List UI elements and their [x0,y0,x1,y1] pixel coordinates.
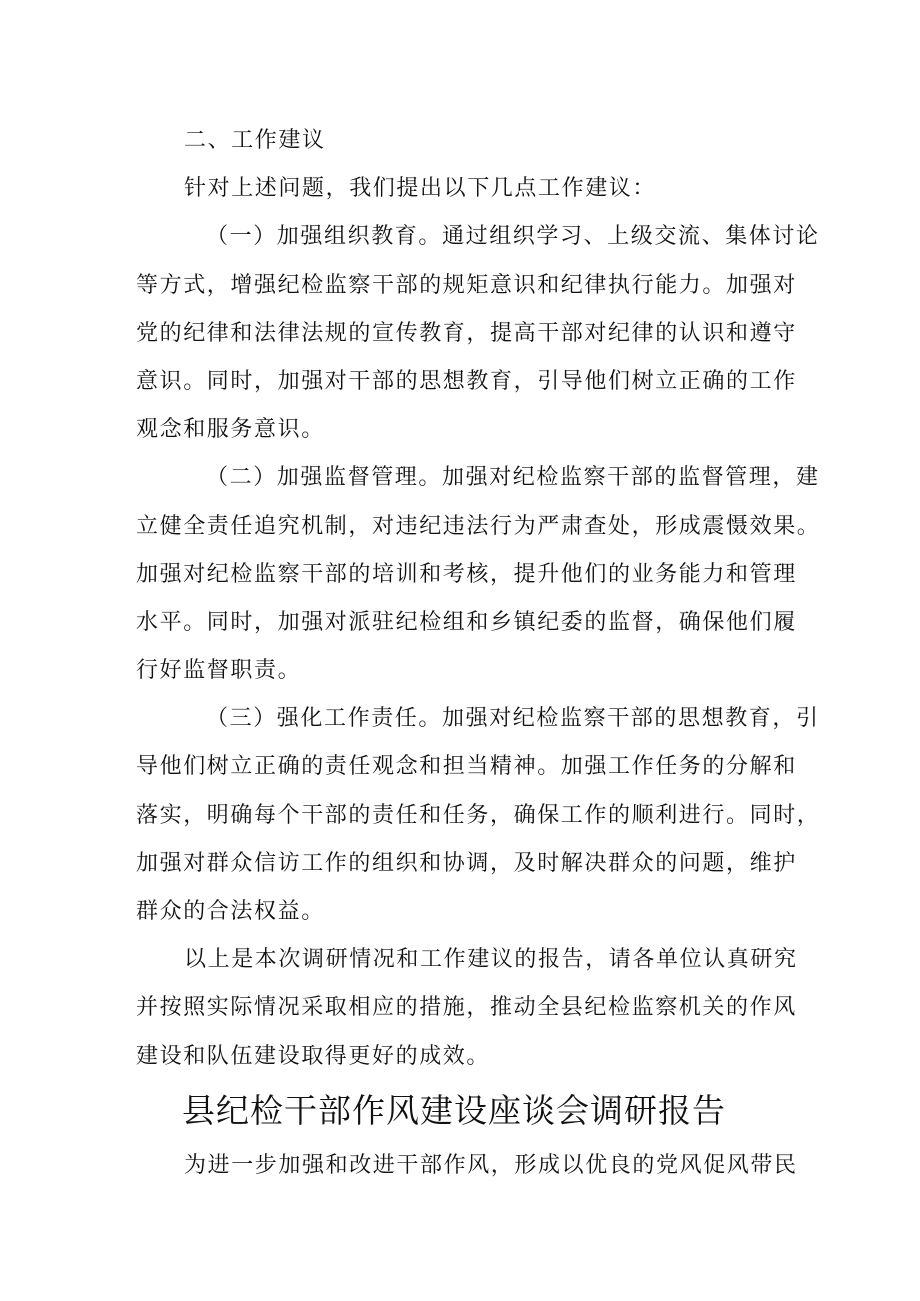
paragraph-line: （一）加强组织教育。通过组织学习、上级交流、集体讨论 [206,224,820,250]
paragraph-line: 观念和服务意识。 [136,417,325,443]
paragraph-line: 等方式，增强纪检监察干部的规矩意识和纪律执行能力。加强对 [136,272,797,298]
paragraph-line: 立健全责任追究机制，对违纪违法行为严肃查处，形成震慑效果。 [136,513,821,539]
document-body [136,117,821,1190]
paragraph-line: 党的纪律和法律法规的宣传教育，提高干部对纪律的认识和遵守 [136,320,797,346]
paragraph-line: （三）强化工作责任。加强对纪检监察干部的思想教育，引 [206,706,820,732]
paragraph-line: 为进一步加强和改进干部作风，形成以优良的党风促风带民 [184,1152,798,1178]
paragraph-line: 群众的合法权益。 [136,899,325,924]
paragraph-conclusion [136,936,798,1081]
paragraph-organization-education [136,213,820,454]
paragraph-new-report-intro [136,1142,798,1190]
paragraph-line: 建设和队伍建设取得更好的成效。 [136,1043,491,1069]
paragraph-line: 行好监督职责。 [136,658,302,684]
paragraph-line: 导他们树立正确的责任观念和担当精神。加强工作任务的分解和 [136,754,797,780]
intro-paragraph: 针对上述问题，我们提出以下几点工作建议： [184,176,657,202]
paragraph-line: 落实，明确每个干部的责任和任务，确保工作的顺利进行。同时， [136,802,821,828]
section-heading: 二、工作建议 [184,128,326,153]
paragraph-line: （二）加强监督管理。加强对纪检监察干部的监督管理，建 [206,465,820,491]
paragraph-line: 水平。同时，加强对派驻纪检组和乡镇纪委的监督，确保他们履 [136,609,797,635]
report-title: 县纪检干部作风建设座谈会调研报告 [182,1090,726,1130]
paragraph-supervision-management [136,454,821,695]
paragraph-line: 意识。同时，加强对干部的思想教育，引导他们树立正确的工作 [136,368,797,394]
paragraph-line: 并按照实际情况采取相应的措施，推动全县纪检监察机关的作风 [136,995,797,1021]
paragraph-work-responsibility [136,695,821,936]
paragraph-line: 加强对纪检监察干部的培训和考核，提升他们的业务能力和管理 [136,561,797,587]
paragraph-line: 以上是本次调研情况和工作建议的报告，请各单位认真研究 [184,947,798,973]
paragraph-line: 加强对群众信访工作的组织和协调，及时解决群众的问题，维护 [136,850,797,876]
